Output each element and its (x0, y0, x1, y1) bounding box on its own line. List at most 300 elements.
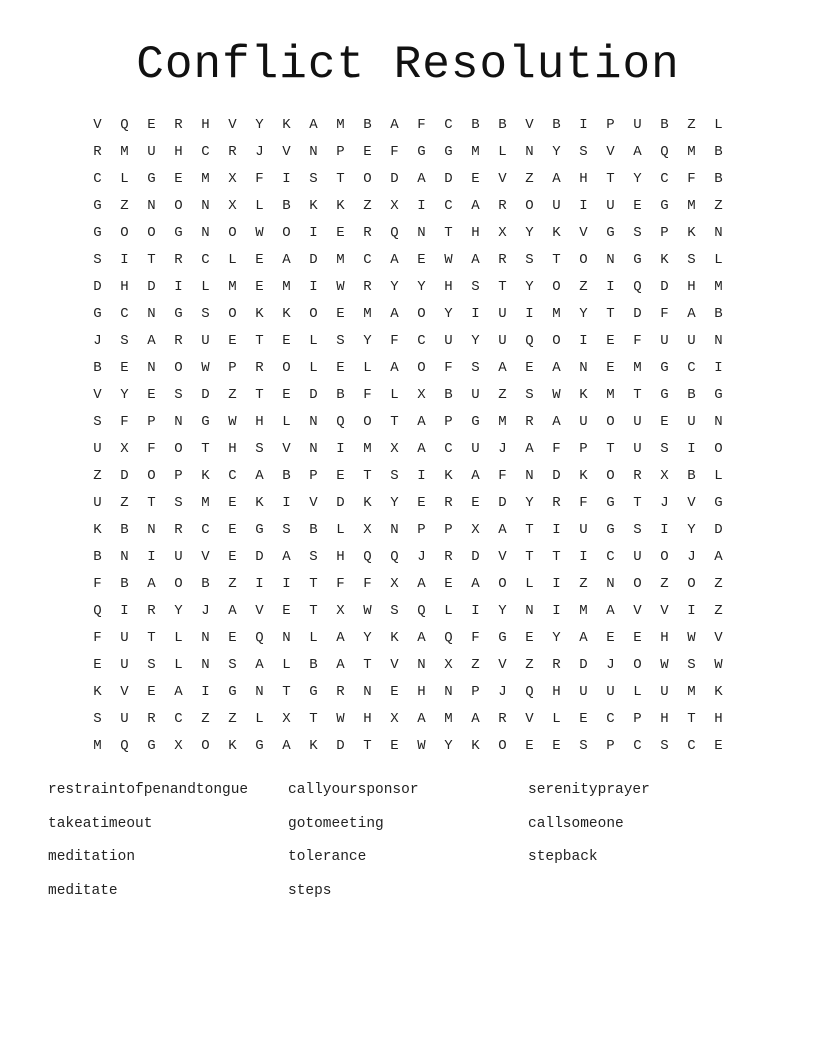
grid-cell[interactable]: M (498, 414, 507, 430)
grid-cell[interactable]: G (147, 171, 156, 187)
grid-cell[interactable]: T (363, 738, 372, 754)
grid-cell[interactable]: D (498, 495, 507, 511)
grid-cell[interactable]: T (309, 576, 318, 592)
grid-cell[interactable]: J (255, 144, 264, 160)
grid-cell[interactable]: Q (390, 549, 399, 565)
grid-cell[interactable]: S (579, 738, 588, 754)
grid-cell[interactable]: K (228, 738, 237, 754)
grid-cell[interactable]: B (93, 360, 102, 376)
grid-cell[interactable]: P (606, 738, 615, 754)
grid-cell[interactable]: N (201, 225, 210, 241)
grid-cell[interactable]: Y (444, 738, 453, 754)
grid-cell[interactable]: I (120, 252, 129, 268)
grid-cell[interactable]: L (552, 711, 561, 727)
grid-cell[interactable]: S (309, 549, 318, 565)
grid-cell[interactable]: N (525, 144, 534, 160)
grid-cell[interactable]: H (255, 414, 264, 430)
grid-cell[interactable]: F (579, 495, 588, 511)
grid-cell[interactable]: A (714, 549, 723, 565)
grid-cell[interactable]: R (363, 225, 372, 241)
grid-cell[interactable]: C (174, 711, 183, 727)
grid-cell[interactable]: U (633, 414, 642, 430)
grid-cell[interactable]: S (579, 144, 588, 160)
grid-cell[interactable]: O (174, 198, 183, 214)
grid-cell[interactable]: T (633, 495, 642, 511)
grid-cell[interactable]: J (93, 333, 102, 349)
grid-cell[interactable]: V (93, 117, 102, 133)
grid-cell[interactable]: P (444, 414, 453, 430)
grid-cell[interactable]: X (417, 387, 426, 403)
grid-cell[interactable]: O (687, 576, 696, 592)
grid-cell[interactable]: A (552, 171, 561, 187)
grid-cell[interactable]: D (714, 522, 723, 538)
grid-cell[interactable]: E (606, 360, 615, 376)
grid-cell[interactable]: I (147, 549, 156, 565)
grid-cell[interactable]: N (120, 549, 129, 565)
grid-cell[interactable]: M (687, 684, 696, 700)
grid-cell[interactable]: M (444, 711, 453, 727)
grid-cell[interactable]: X (390, 198, 399, 214)
grid-cell[interactable]: Z (714, 576, 723, 592)
grid-cell[interactable]: K (93, 684, 102, 700)
grid-cell[interactable]: E (228, 333, 237, 349)
grid-cell[interactable]: J (201, 603, 210, 619)
grid-cell[interactable]: N (525, 468, 534, 484)
grid-cell[interactable]: W (336, 279, 345, 295)
grid-cell[interactable]: I (255, 576, 264, 592)
grid-cell[interactable]: O (282, 360, 291, 376)
grid-cell[interactable]: I (201, 684, 210, 700)
grid-cell[interactable]: E (444, 576, 453, 592)
grid-cell[interactable]: E (255, 252, 264, 268)
grid-cell[interactable]: K (255, 495, 264, 511)
grid-cell[interactable]: L (228, 252, 237, 268)
grid-cell[interactable]: L (174, 657, 183, 673)
grid-cell[interactable]: S (174, 387, 183, 403)
grid-cell[interactable]: F (498, 468, 507, 484)
grid-cell[interactable]: S (336, 333, 345, 349)
grid-cell[interactable]: L (633, 684, 642, 700)
grid-cell[interactable]: Y (363, 630, 372, 646)
grid-cell[interactable]: R (174, 333, 183, 349)
grid-cell[interactable]: I (336, 441, 345, 457)
grid-cell[interactable]: Y (552, 144, 561, 160)
grid-cell[interactable]: Y (525, 495, 534, 511)
grid-cell[interactable]: V (525, 711, 534, 727)
grid-cell[interactable]: E (174, 171, 183, 187)
grid-cell[interactable]: N (309, 144, 318, 160)
grid-cell[interactable]: W (687, 630, 696, 646)
grid-cell[interactable]: G (93, 225, 102, 241)
grid-cell[interactable]: H (444, 279, 453, 295)
grid-cell[interactable]: M (606, 387, 615, 403)
grid-cell[interactable]: S (147, 657, 156, 673)
grid-cell[interactable]: N (579, 360, 588, 376)
grid-cell[interactable]: A (174, 684, 183, 700)
grid-cell[interactable]: I (606, 279, 615, 295)
grid-cell[interactable]: Z (228, 387, 237, 403)
grid-cell[interactable]: C (687, 738, 696, 754)
grid-cell[interactable]: L (498, 144, 507, 160)
grid-cell[interactable]: H (336, 549, 345, 565)
grid-cell[interactable]: T (633, 387, 642, 403)
grid-cell[interactable]: M (363, 441, 372, 457)
grid-cell[interactable]: A (282, 549, 291, 565)
grid-cell[interactable]: N (390, 522, 399, 538)
grid-cell[interactable]: I (579, 333, 588, 349)
grid-cell[interactable]: G (633, 252, 642, 268)
grid-cell[interactable]: E (471, 171, 480, 187)
grid-cell[interactable]: B (714, 144, 723, 160)
grid-cell[interactable]: M (687, 198, 696, 214)
grid-cell[interactable]: Y (579, 306, 588, 322)
grid-cell[interactable]: U (660, 684, 669, 700)
grid-cell[interactable]: O (417, 360, 426, 376)
grid-cell[interactable]: E (525, 630, 534, 646)
grid-cell[interactable]: O (552, 333, 561, 349)
grid-cell[interactable]: S (174, 495, 183, 511)
grid-cell[interactable]: Y (444, 306, 453, 322)
grid-cell[interactable]: U (579, 684, 588, 700)
grid-cell[interactable]: P (579, 441, 588, 457)
grid-cell[interactable]: E (147, 684, 156, 700)
grid-cell[interactable]: A (336, 657, 345, 673)
grid-cell[interactable]: N (714, 225, 723, 241)
grid-cell[interactable]: I (471, 603, 480, 619)
grid-cell[interactable]: M (363, 306, 372, 322)
grid-cell[interactable]: H (552, 684, 561, 700)
grid-cell[interactable]: A (309, 117, 318, 133)
grid-cell[interactable]: H (471, 225, 480, 241)
grid-cell[interactable]: I (552, 603, 561, 619)
grid-cell[interactable]: L (255, 198, 264, 214)
grid-cell[interactable]: U (498, 306, 507, 322)
grid-cell[interactable]: K (309, 198, 318, 214)
grid-cell[interactable]: X (471, 522, 480, 538)
grid-cell[interactable]: G (255, 738, 264, 754)
grid-cell[interactable]: Z (120, 198, 129, 214)
grid-cell[interactable]: N (363, 684, 372, 700)
grid-cell[interactable]: D (255, 549, 264, 565)
grid-cell[interactable]: L (282, 657, 291, 673)
grid-cell[interactable]: C (660, 171, 669, 187)
grid-cell[interactable]: M (93, 738, 102, 754)
grid-cell[interactable]: T (444, 225, 453, 241)
grid-cell[interactable]: E (282, 387, 291, 403)
grid-cell[interactable]: Z (660, 576, 669, 592)
grid-cell[interactable]: D (660, 279, 669, 295)
grid-cell[interactable]: N (147, 198, 156, 214)
grid-cell[interactable]: A (498, 522, 507, 538)
grid-cell[interactable]: O (228, 225, 237, 241)
grid-cell[interactable]: T (147, 495, 156, 511)
grid-cell[interactable]: P (606, 117, 615, 133)
grid-cell[interactable]: F (633, 333, 642, 349)
grid-cell[interactable]: C (633, 738, 642, 754)
grid-cell[interactable]: F (390, 333, 399, 349)
grid-cell[interactable]: N (309, 441, 318, 457)
grid-cell[interactable]: J (687, 549, 696, 565)
grid-cell[interactable]: L (120, 171, 129, 187)
grid-cell[interactable]: I (687, 603, 696, 619)
grid-cell[interactable]: B (660, 117, 669, 133)
grid-cell[interactable]: U (660, 333, 669, 349)
grid-cell[interactable]: G (606, 522, 615, 538)
grid-cell[interactable]: U (633, 117, 642, 133)
grid-cell[interactable]: F (93, 630, 102, 646)
grid-cell[interactable]: X (363, 522, 372, 538)
grid-cell[interactable]: T (147, 252, 156, 268)
grid-cell[interactable]: V (201, 549, 210, 565)
grid-cell[interactable]: U (633, 549, 642, 565)
grid-cell[interactable]: C (606, 711, 615, 727)
grid-cell[interactable]: V (498, 657, 507, 673)
grid-cell[interactable]: M (201, 171, 210, 187)
grid-cell[interactable]: S (633, 522, 642, 538)
grid-cell[interactable]: Q (417, 603, 426, 619)
grid-cell[interactable]: R (228, 144, 237, 160)
grid-cell[interactable]: X (444, 657, 453, 673)
grid-cell[interactable]: Y (390, 495, 399, 511)
grid-cell[interactable]: T (606, 441, 615, 457)
grid-cell[interactable]: M (687, 144, 696, 160)
grid-cell[interactable]: D (93, 279, 102, 295)
grid-cell[interactable]: A (417, 414, 426, 430)
grid-cell[interactable]: X (660, 468, 669, 484)
grid-cell[interactable]: E (552, 738, 561, 754)
grid-cell[interactable]: V (93, 387, 102, 403)
grid-cell[interactable]: H (660, 711, 669, 727)
grid-cell[interactable]: I (579, 549, 588, 565)
grid-cell[interactable]: Y (363, 333, 372, 349)
grid-cell[interactable]: A (255, 468, 264, 484)
grid-cell[interactable]: E (606, 630, 615, 646)
grid-cell[interactable]: Y (633, 171, 642, 187)
grid-cell[interactable]: E (147, 117, 156, 133)
grid-cell[interactable]: N (255, 684, 264, 700)
grid-cell[interactable]: A (390, 252, 399, 268)
grid-cell[interactable]: N (201, 198, 210, 214)
grid-cell[interactable]: O (660, 549, 669, 565)
grid-cell[interactable]: K (255, 306, 264, 322)
grid-cell[interactable]: A (282, 252, 291, 268)
grid-cell[interactable]: R (147, 603, 156, 619)
grid-cell[interactable]: D (336, 738, 345, 754)
grid-cell[interactable]: B (714, 171, 723, 187)
grid-cell[interactable]: U (579, 522, 588, 538)
grid-cell[interactable]: V (255, 603, 264, 619)
grid-cell[interactable]: P (147, 414, 156, 430)
grid-cell[interactable]: O (525, 198, 534, 214)
grid-cell[interactable]: I (579, 117, 588, 133)
grid-cell[interactable]: G (660, 387, 669, 403)
grid-cell[interactable]: U (147, 144, 156, 160)
grid-cell[interactable]: I (417, 198, 426, 214)
grid-cell[interactable]: A (471, 576, 480, 592)
grid-cell[interactable]: S (120, 333, 129, 349)
grid-cell[interactable]: I (579, 198, 588, 214)
grid-cell[interactable]: O (606, 414, 615, 430)
grid-cell[interactable]: B (471, 117, 480, 133)
grid-cell[interactable]: A (552, 414, 561, 430)
grid-cell[interactable]: A (147, 576, 156, 592)
grid-cell[interactable]: A (390, 360, 399, 376)
grid-cell[interactable]: T (336, 171, 345, 187)
grid-cell[interactable]: A (552, 360, 561, 376)
grid-cell[interactable]: M (282, 279, 291, 295)
grid-cell[interactable]: U (93, 495, 102, 511)
grid-cell[interactable]: Z (498, 387, 507, 403)
grid-cell[interactable]: E (282, 333, 291, 349)
grid-cell[interactable]: B (309, 522, 318, 538)
grid-cell[interactable]: Y (687, 522, 696, 538)
grid-cell[interactable]: G (444, 144, 453, 160)
grid-cell[interactable]: N (444, 684, 453, 700)
grid-cell[interactable]: P (660, 225, 669, 241)
grid-cell[interactable]: G (660, 360, 669, 376)
grid-cell[interactable]: D (309, 387, 318, 403)
grid-cell[interactable]: T (606, 306, 615, 322)
grid-cell[interactable]: S (390, 603, 399, 619)
grid-cell[interactable]: Z (579, 576, 588, 592)
grid-cell[interactable]: L (714, 252, 723, 268)
grid-cell[interactable]: T (606, 171, 615, 187)
grid-cell[interactable]: Q (444, 630, 453, 646)
grid-cell[interactable]: J (606, 657, 615, 673)
grid-cell[interactable]: Z (201, 711, 210, 727)
grid-cell[interactable]: V (714, 630, 723, 646)
grid-cell[interactable]: U (633, 441, 642, 457)
grid-cell[interactable]: K (552, 225, 561, 241)
grid-cell[interactable]: O (174, 576, 183, 592)
grid-cell[interactable]: R (363, 279, 372, 295)
grid-cell[interactable]: R (93, 144, 102, 160)
grid-cell[interactable]: O (498, 576, 507, 592)
grid-cell[interactable]: E (471, 495, 480, 511)
grid-cell[interactable]: B (444, 387, 453, 403)
grid-cell[interactable]: A (417, 171, 426, 187)
grid-cell[interactable]: V (606, 144, 615, 160)
grid-cell[interactable]: C (606, 549, 615, 565)
grid-cell[interactable]: F (120, 414, 129, 430)
grid-cell[interactable]: E (660, 414, 669, 430)
grid-cell[interactable]: E (336, 468, 345, 484)
grid-cell[interactable]: V (282, 441, 291, 457)
grid-cell[interactable]: P (633, 711, 642, 727)
grid-cell[interactable]: G (309, 684, 318, 700)
grid-cell[interactable]: U (498, 333, 507, 349)
grid-cell[interactable]: P (444, 522, 453, 538)
grid-cell[interactable]: T (552, 549, 561, 565)
grid-cell[interactable]: P (228, 360, 237, 376)
grid-cell[interactable]: L (309, 360, 318, 376)
grid-cell[interactable]: D (579, 657, 588, 673)
grid-cell[interactable]: F (255, 171, 264, 187)
grid-cell[interactable]: I (714, 360, 723, 376)
grid-cell[interactable]: T (390, 414, 399, 430)
grid-cell[interactable]: R (174, 252, 183, 268)
grid-cell[interactable]: Q (363, 549, 372, 565)
grid-cell[interactable]: I (687, 441, 696, 457)
grid-cell[interactable]: B (687, 387, 696, 403)
grid-cell[interactable]: A (633, 144, 642, 160)
grid-cell[interactable]: V (579, 225, 588, 241)
grid-cell[interactable]: G (174, 225, 183, 241)
grid-cell[interactable]: K (282, 306, 291, 322)
grid-cell[interactable]: A (471, 468, 480, 484)
grid-cell[interactable]: N (606, 252, 615, 268)
grid-cell[interactable]: K (687, 225, 696, 241)
grid-cell[interactable]: F (444, 360, 453, 376)
grid-cell[interactable]: B (282, 468, 291, 484)
grid-cell[interactable]: Z (714, 198, 723, 214)
grid-cell[interactable]: E (228, 495, 237, 511)
grid-cell[interactable]: Y (174, 603, 183, 619)
letter-grid[interactable] (84, 112, 732, 760)
grid-cell[interactable]: S (390, 468, 399, 484)
grid-cell[interactable]: K (579, 387, 588, 403)
grid-cell[interactable]: G (228, 684, 237, 700)
grid-cell[interactable]: S (471, 360, 480, 376)
grid-cell[interactable]: Y (255, 117, 264, 133)
grid-cell[interactable]: F (660, 306, 669, 322)
grid-cell[interactable]: Y (417, 279, 426, 295)
grid-cell[interactable]: E (336, 225, 345, 241)
grid-cell[interactable]: G (255, 522, 264, 538)
grid-cell[interactable]: X (228, 171, 237, 187)
grid-cell[interactable]: G (606, 225, 615, 241)
grid-cell[interactable]: S (633, 225, 642, 241)
grid-cell[interactable]: B (309, 657, 318, 673)
grid-cell[interactable]: V (228, 117, 237, 133)
grid-cell[interactable]: F (687, 171, 696, 187)
grid-cell[interactable]: O (714, 441, 723, 457)
grid-cell[interactable]: S (228, 657, 237, 673)
grid-cell[interactable]: S (687, 252, 696, 268)
grid-cell[interactable]: L (282, 414, 291, 430)
grid-cell[interactable]: X (336, 603, 345, 619)
grid-cell[interactable]: Y (552, 630, 561, 646)
grid-cell[interactable]: V (498, 171, 507, 187)
grid-cell[interactable]: G (93, 306, 102, 322)
grid-cell[interactable]: V (120, 684, 129, 700)
grid-cell[interactable]: U (93, 441, 102, 457)
grid-cell[interactable]: I (309, 279, 318, 295)
grid-cell[interactable]: A (498, 360, 507, 376)
grid-cell[interactable]: C (228, 468, 237, 484)
grid-cell[interactable]: Z (687, 117, 696, 133)
grid-cell[interactable]: A (417, 576, 426, 592)
grid-cell[interactable]: W (201, 360, 210, 376)
grid-cell[interactable]: Q (120, 117, 129, 133)
grid-cell[interactable]: U (606, 198, 615, 214)
grid-cell[interactable]: Z (228, 711, 237, 727)
grid-cell[interactable]: N (201, 657, 210, 673)
grid-cell[interactable]: F (147, 441, 156, 457)
grid-cell[interactable]: G (606, 495, 615, 511)
grid-cell[interactable]: E (363, 144, 372, 160)
grid-cell[interactable]: I (174, 279, 183, 295)
grid-cell[interactable]: T (525, 549, 534, 565)
grid-cell[interactable]: O (228, 306, 237, 322)
grid-cell[interactable]: Y (120, 387, 129, 403)
grid-cell[interactable]: L (363, 360, 372, 376)
grid-cell[interactable]: Y (525, 225, 534, 241)
grid-cell[interactable]: H (660, 630, 669, 646)
grid-cell[interactable]: F (363, 387, 372, 403)
grid-cell[interactable]: U (201, 333, 210, 349)
grid-cell[interactable]: T (255, 333, 264, 349)
